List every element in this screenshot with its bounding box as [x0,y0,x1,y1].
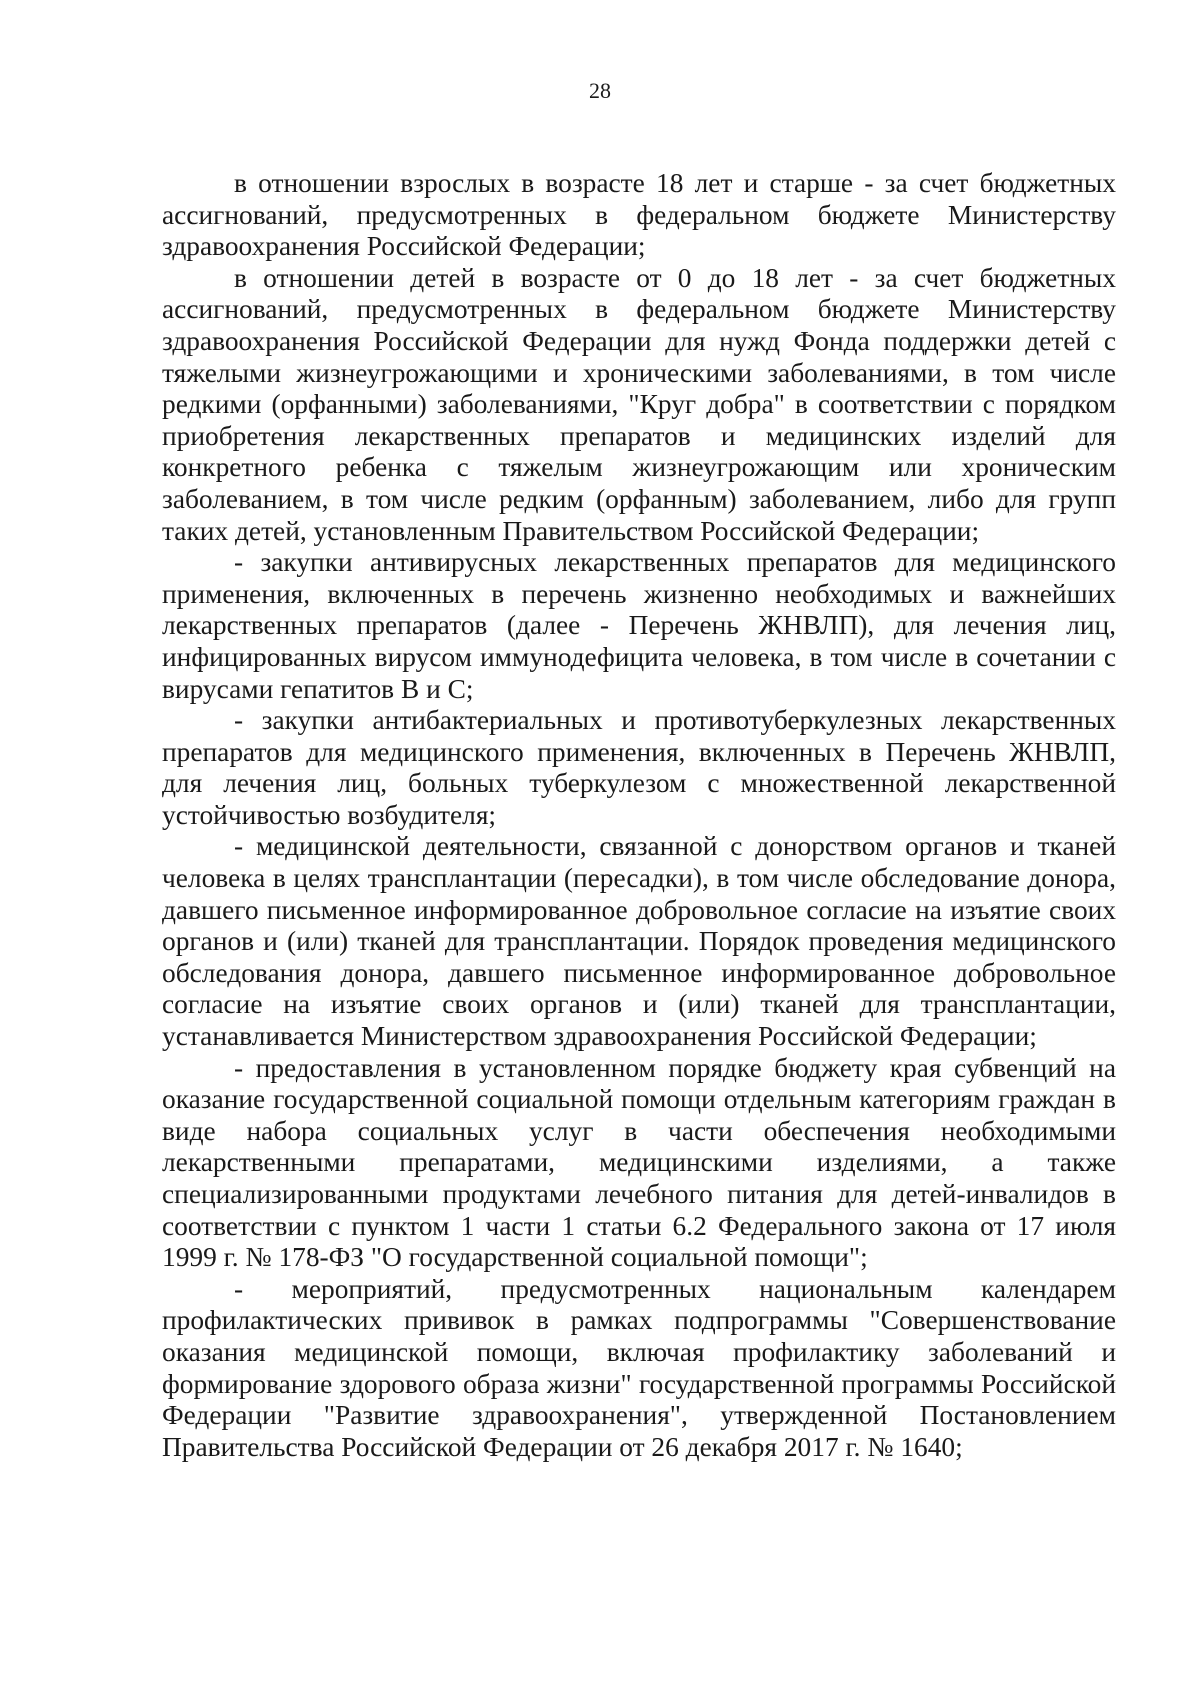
page-number: 28 [589,78,611,103]
paragraph-antiviral-purchases: - закупки антивирусных лекарственных препаратов для медицинского применения, включенных в перечень жизненно необходимых и важнейших лекарственных препаратов (далее - Перечень ЖНВЛП), для лечения лиц, инфицированных вирусом иммунодефицита человека, в том числе в сочетании с вирусами гепатитов B и C; [162,547,1116,704]
paragraph-children-funding: в отношении детей в возрасте от 0 до 18 лет - за счет бюджетных ассигнований, предусмотренных в федеральном бюджете Министерству здравоохранения Российской Федерации для нужд Фонда поддержки детей с тяжелыми жизнеугрожающими и хроническими заболеваниями, в том числе редкими (орфанными) заболеваниями, "Круг добра" в соответствии с порядком приобретения лекарственных препаратов и медицинских изделий для конкретного ребенка с тяжелым жизнеугрожающим или хроническим заболеванием, в том числе редким (орфанным) заболеванием, либо для групп таких детей, установленным Правительством Российской Федерации; [162,262,1116,546]
paragraph-organ-donation: - медицинской деятельности, связанной с донорством органов и тканей человека в целях трансплантации (пересадки), в том числе обследование донора, давшего письменное информированное добровольное согласие на изъятие своих органов и (или) тканей для трансплантации. Порядок проведения медицинского обследования донора, давшего письменное информированное добровольное согласие на изъятие своих органов и (или) тканей для трансплантации, устанавливается Министерством здравоохранения Российской Федерации; [162,831,1116,1052]
document-body [162,168,1116,1463]
paragraph-vaccination-calendar: - мероприятий, предусмотренных национальным календарем профилактических прививок в рамках подпрограммы "Совершенствование оказания медицинской помощи, включая профилактику заболеваний и формирование здорового образа жизни" государственной программы Российской Федерации "Развитие здравоохранения", утвержденной Постановлением Правительства Российской Федерации от 26 декабря 2017 г. № 1640; [162,1273,1116,1462]
paragraph-antibacterial-purchases: - закупки антибактериальных и противотуберкулезных лекарственных препаратов для медицинского применения, включенных в Перечень ЖНВЛП, для лечения лиц, больных туберкулезом с множественной лекарственной устойчивостью возбудителя; [162,705,1116,830]
paragraph-subventions: - предоставления в установленном порядке бюджету края субвенций на оказание государственной социальной помощи отдельным категориям граждан в виде набора социальных услуг в части обеспечения необходимыми лекарственными препаратами, медицинскими изделиями, а также специализированными продуктами лечебного питания для детей-инвалидов в соответствии с пунктом 1 части 1 статьи 6.2 Федерального закона от 17 июля 1999 г. № 178-ФЗ "О государственной социальной помощи"; [162,1052,1116,1273]
paragraph-adults-funding: в отношении взрослых в возрасте 18 лет и старше - за счет бюджетных ассигнований, предусмотренных в федеральном бюджете Министерству здравоохранения Российской Федерации; [162,168,1116,262]
